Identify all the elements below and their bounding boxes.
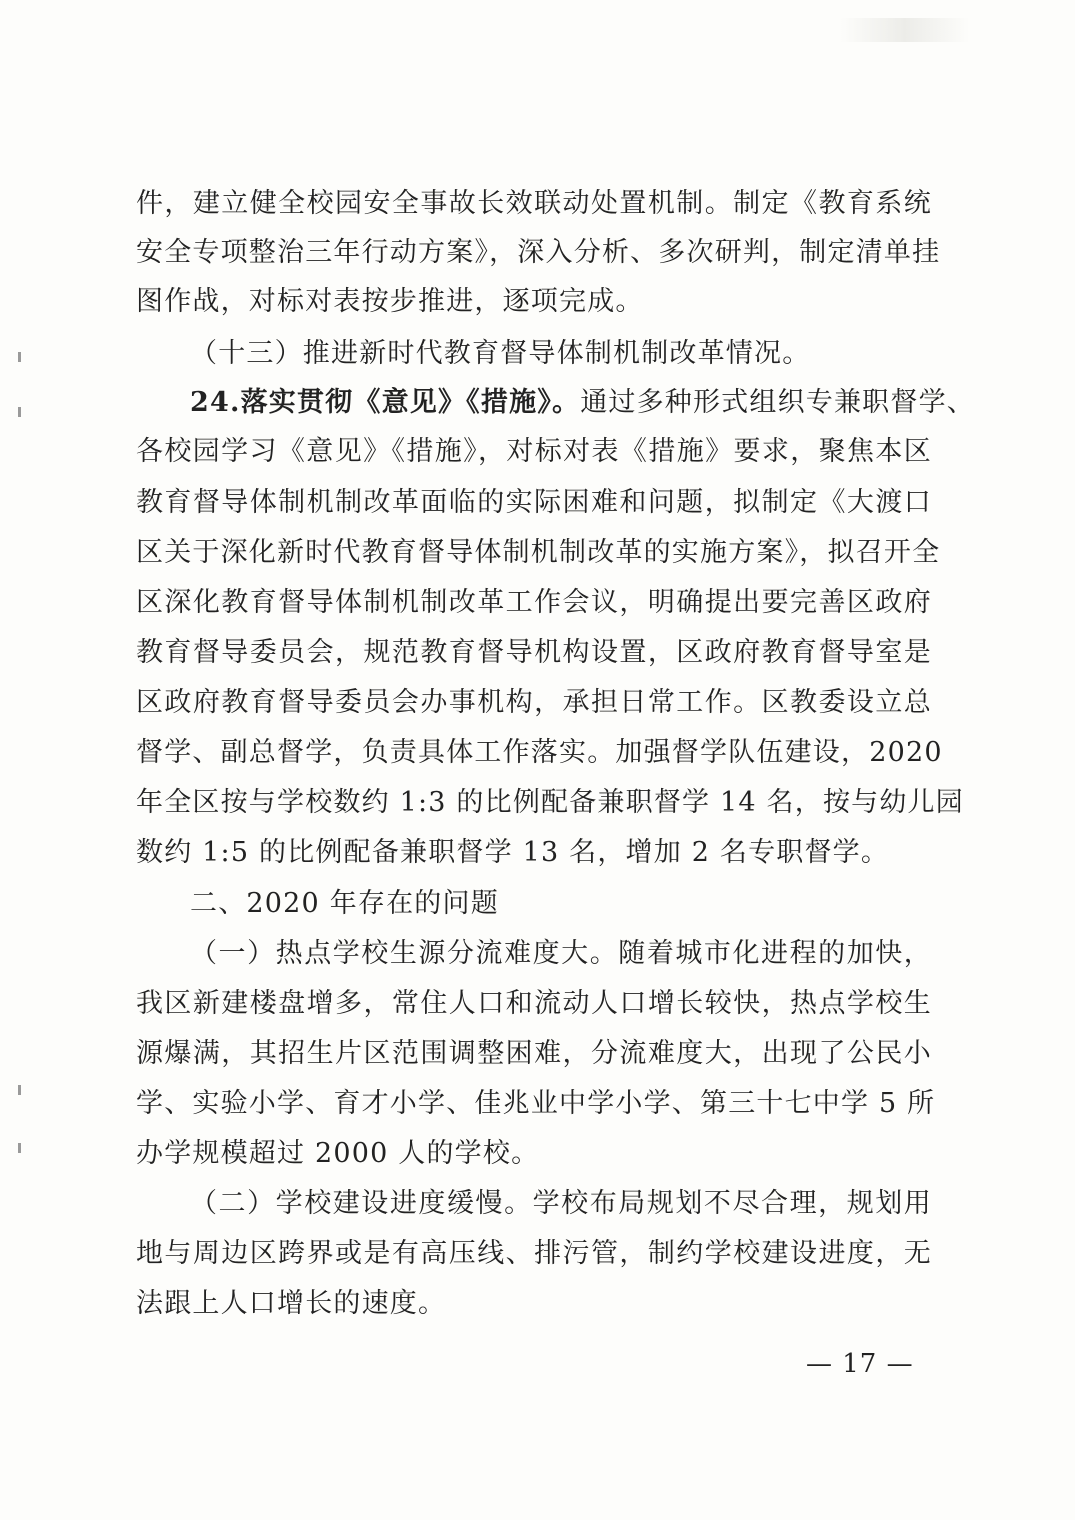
body-line: 安全专项整治三年行动方案》，深入分析、多次研判，制定清单挂 (136, 237, 941, 268)
body-text: 通过多种形式组织专兼职督学、 (580, 387, 975, 418)
body-line: 区深化教育督导体制机制改革工作会议，明确提出要完善区政府 (136, 587, 932, 618)
body-line: （一）热点学校生源分流难度大。随着城市化进程的加快， (190, 938, 932, 969)
body-line: （二）学校建设进度缓慢。学校布局规划不尽合理，规划用 (190, 1188, 932, 1219)
binding-mark (18, 1143, 21, 1153)
body-line: 法跟上人口增长的速度。 (136, 1288, 447, 1319)
body-line: 图作战，对标对表按步推进，逐项完成。 (136, 286, 644, 317)
body-line: 学、实验小学、育才小学、佳兆业中学小学、第三十七中学 5 所 (136, 1088, 936, 1119)
body-line: 区关于深化新时代教育督导体制机制改革的实施方案》，拟召开全 (136, 537, 941, 568)
binding-mark (18, 352, 21, 362)
body-line: 区政府教育督导委员会办事机构，承担日常工作。区教委设立总 (136, 687, 932, 718)
scan-artifact (840, 18, 970, 42)
body-line: 各校园学习《意见》《措施》，对标对表《措施》要求，聚焦本区 (136, 436, 932, 467)
body-line: 我区新建楼盘增多，常住人口和流动人口增长较快，热点学校生 (136, 988, 932, 1019)
body-line: 数约 1:5 的比例配备兼职督学 13 名，增加 2 名专职督学。 (136, 837, 890, 868)
binding-mark (18, 407, 21, 417)
body-line: 督学、副总督学，负责具体工作落实。加强督学队伍建设，2020 (136, 737, 943, 768)
paragraph-first-line (190, 385, 975, 421)
body-line: 源爆满，其招生片区范围调整困难，分流难度大，出现了公民小 (136, 1038, 932, 1069)
section-heading: 二、2020 年存在的问题 (190, 888, 499, 919)
bold-heading: 24.落实贯彻《意见》《措施》。 (190, 387, 581, 418)
section-heading: （十三）推进新时代教育督导体制机制改革情况。 (190, 338, 811, 369)
page-number: — 17 — (806, 1349, 914, 1379)
body-line: 教育督导体制机制改革面临的实际困难和问题，拟制定《大渡口 (136, 487, 932, 518)
body-line: 件，建立健全校园安全事故长效联动处置机制。制定《教育系统 (136, 188, 932, 219)
body-line: 地与周边区跨界或是有高压线、排污管，制约学校建设进度，无 (136, 1238, 932, 1269)
body-line: 办学规模超过 2000 人的学校。 (136, 1138, 540, 1169)
body-line: 教育督导委员会，规范教育督导机构设置，区政府教育督导室是 (136, 637, 932, 668)
body-line: 年全区按与学校数约 1:3 的比例配备兼职督学 14 名，按与幼儿园 (136, 787, 964, 818)
binding-mark (18, 1085, 21, 1095)
